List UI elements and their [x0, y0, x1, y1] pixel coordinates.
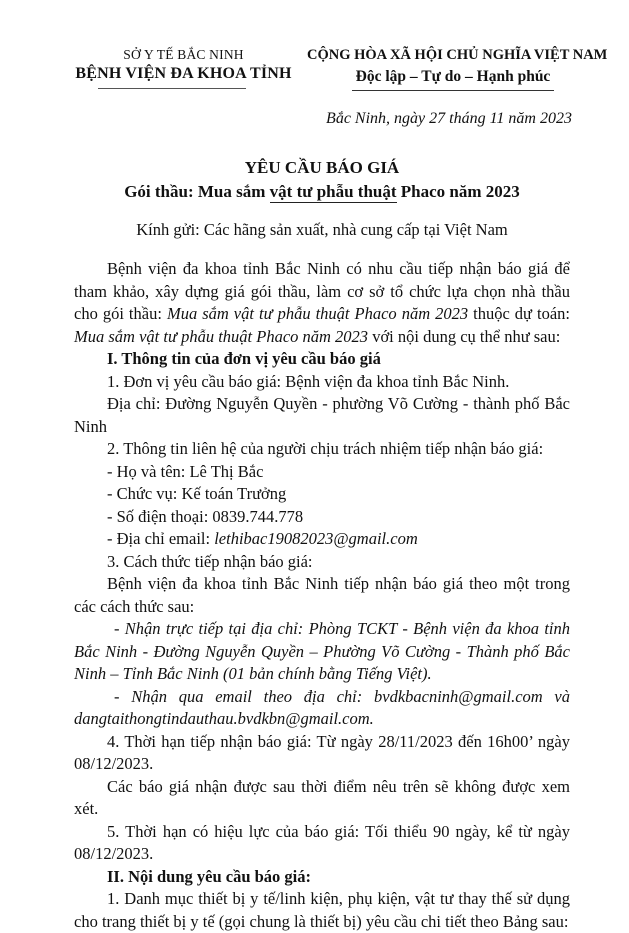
intro-text-3: với nội dung cụ thể như sau: — [368, 327, 560, 346]
document-subtitle — [74, 179, 570, 204]
subtitle-post: Phaco năm 2023 — [397, 182, 520, 201]
late-quote-note: Các báo giá nhận được sau thời điểm nêu trên sẽ không được xem xét. — [74, 776, 570, 821]
contact-phone-line: - Số điện thoại: 0839.744.778 — [74, 506, 570, 529]
contact-name-line: - Họ và tên: Lê Thị Bắc — [74, 461, 570, 484]
body-text — [74, 258, 570, 933]
email-address: lethibac19082023@gmail.com — [214, 529, 418, 548]
national-header-block — [307, 46, 599, 91]
validity-line: 5. Thời hạn có hiệu lực của báo giá: Tối thiểu 90 ngày, kể từ ngày 08/12/2023. — [74, 821, 570, 866]
method-direct-paragraph: - Nhận trực tiếp tại địa chỉ: Phòng TCKT - Bệnh viện đa khoa tỉnh Bắc Ninh - Đường Nguyễn Quyền – Phường Võ Cường - Thành phố Bắc Ninh – Tỉnh Bắc Ninh (01 bản chính bằng Tiếng Việt). — [74, 618, 570, 686]
contact-info-heading: 2. Thông tin liên hệ của người chịu trách nhiệm tiếp nhận báo giá: — [74, 438, 570, 461]
intro-paragraph — [74, 258, 570, 348]
subtitle-underlined-phrase: vật tư phẫu thuật — [270, 182, 397, 203]
requesting-unit-line: 1. Đơn vị yêu cầu báo giá: Bệnh viện đa khoa tỉnh Bắc Ninh. — [74, 371, 570, 394]
dateline-wrap — [294, 107, 604, 131]
document-title: YÊU CẦU BÁO GIÁ — [74, 156, 570, 179]
document-header — [0, 0, 629, 91]
intro-text-1: Bệnh viện đa khoa tỉnh Bắc Ninh có nhu cầu tiếp nhận báo giá để tham khảo, xây dựng giá gói thầu, làm cơ sở tổ chức lựa chọn nhà thầu cho gói thầu: — [74, 259, 570, 323]
method-email-paragraph: - Nhận qua email theo địa chỉ: bvdkbacninh@gmail.com và dangtaithongtindauthau.bvdkbn@gmail.com. — [74, 686, 570, 731]
subtitle-pre: Gói thầu: Mua sắm — [124, 182, 269, 201]
department-name: SỞ Y TẾ BẮC NINH — [60, 46, 307, 64]
address-line: Địa chỉ: Đường Nguyễn Quyền - phường Võ Cường - thành phố Bắc Ninh — [74, 393, 570, 438]
equipment-list-intro: 1. Danh mục thiết bị y tế/linh kiện, phụ kiện, vật tư thay thế sử dụng cho trang thiết bị y tế (gọi chung là thiết bị) yêu cầu chi tiết theo Bảng sau: — [74, 888, 570, 933]
national-motto: Độc lập – Tự do – Hạnh phúc — [352, 67, 555, 91]
intro-text-2: thuộc dự toán: — [468, 304, 570, 323]
national-title: CỘNG HÒA XÃ HỘI CHỦ NGHĨA VIỆT NAM — [307, 46, 599, 65]
receiving-method-intro: Bệnh viện đa khoa tỉnh Bắc Ninh tiếp nhận báo giá theo một trong các cách thức sau: — [74, 573, 570, 618]
package-name-italic: Mua sắm vật tư phẫu thuật Phaco năm 2023 — [167, 304, 468, 323]
contact-title-line: - Chức vụ: Kế toán Trưởng — [74, 483, 570, 506]
salutation-line: Kính gửi: Các hãng sản xuất, nhà cung cấp tại Việt Nam — [74, 219, 570, 242]
dateline: Bắc Ninh, ngày 27 tháng 11 năm 2023 — [326, 110, 572, 127]
org-underline-rule — [98, 88, 246, 89]
contact-email-line — [74, 528, 570, 551]
email-label: - Địa chỉ email: — [107, 529, 214, 548]
budget-name-italic: Mua sắm vật tư phẫu thuật Phaco năm 2023 — [74, 327, 368, 346]
deadline-line: 4. Thời hạn tiếp nhận báo giá: Từ ngày 28/11/2023 đến 16h00’ ngày 08/12/2023. — [74, 731, 570, 776]
section2-heading: II. Nội dung yêu cầu báo giá: — [74, 866, 570, 889]
issuing-org-block — [60, 46, 307, 91]
section1-heading: I. Thông tin của đơn vị yêu cầu báo giá — [74, 348, 570, 371]
document-content — [0, 156, 629, 933]
receiving-method-heading: 3. Cách thức tiếp nhận báo giá: — [74, 551, 570, 574]
hospital-name: BỆNH VIỆN ĐA KHOA TỈNH — [60, 64, 307, 84]
